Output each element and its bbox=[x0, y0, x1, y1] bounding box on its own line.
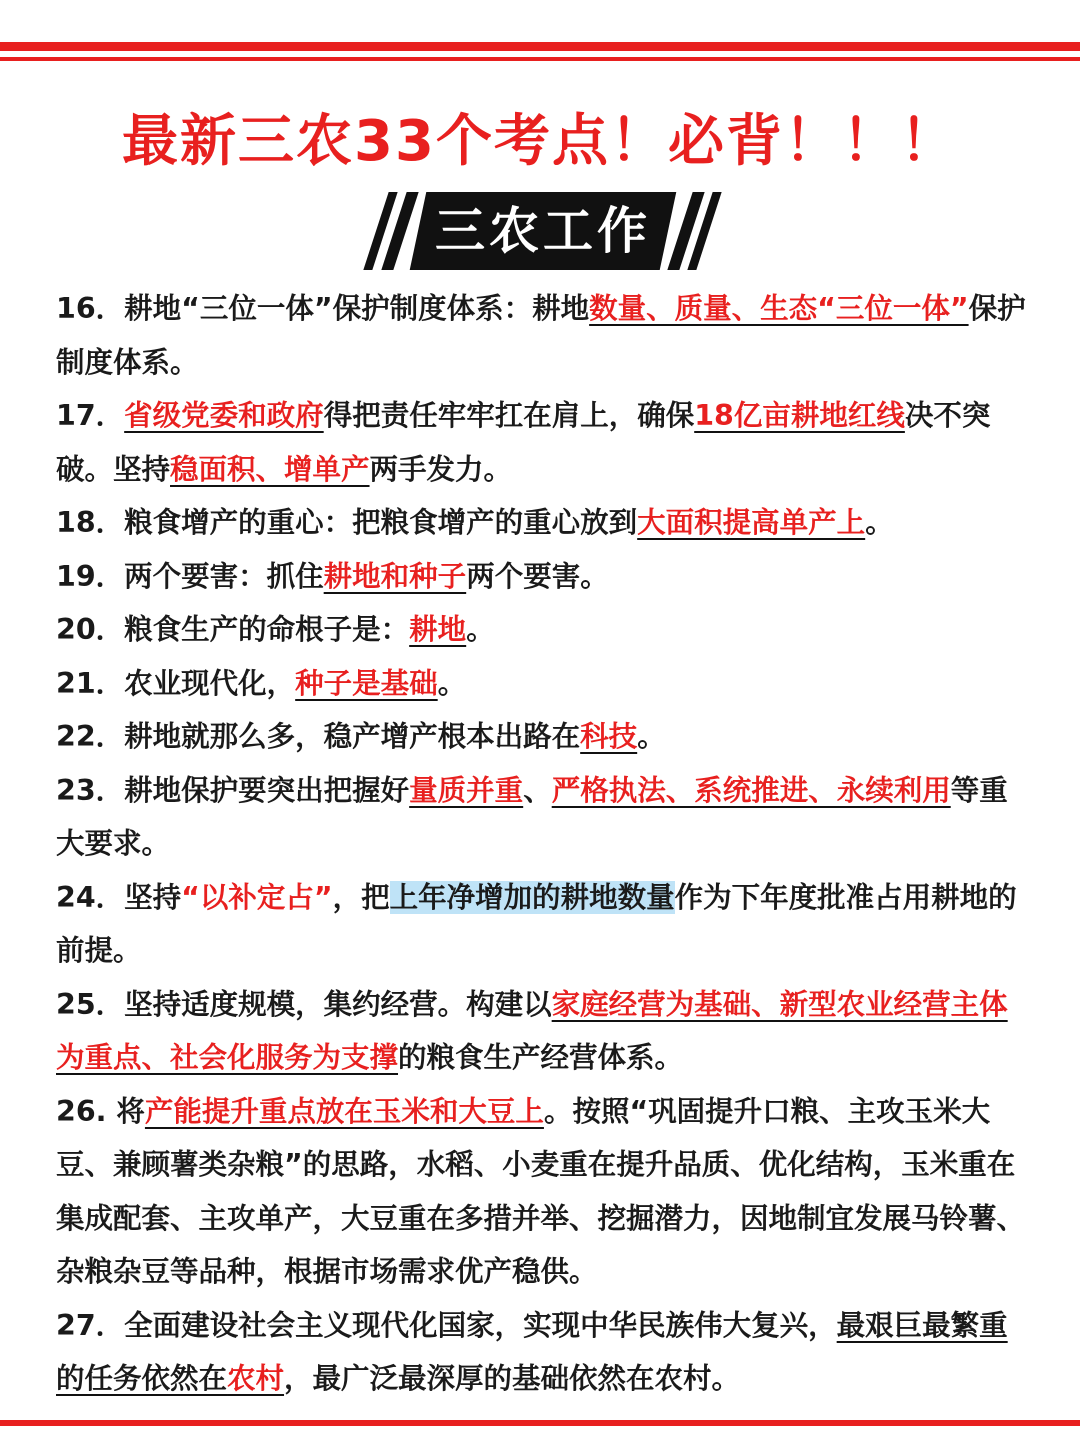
section-banner bbox=[370, 192, 715, 270]
point-text-segment: 科技 bbox=[580, 720, 638, 753]
bottom-border bbox=[0, 1420, 1080, 1426]
point-item bbox=[56, 550, 1026, 604]
point-text-segment: 大面积提高单产上 bbox=[637, 506, 866, 539]
point-text-segment: ，把 bbox=[332, 880, 390, 914]
point-text-segment: 25．坚持适度规模，集约经营。构建以 bbox=[56, 987, 552, 1021]
point-text-segment: 产能提升重点放在玉米和大豆上 bbox=[144, 1094, 544, 1128]
point-text-segment: 严格执法、系统推进、永续利用 bbox=[551, 773, 951, 807]
point-text-segment: 耕地 bbox=[409, 613, 467, 646]
point-text-segment: 作为下年度批准占用耕地的前提。 bbox=[56, 880, 1017, 967]
point-text-segment: 种子是基础 bbox=[295, 666, 438, 700]
point-text-segment: 最艰巨最繁重的任务依然在 bbox=[56, 1308, 1008, 1395]
point-text-segment: 18．粮食增产的重心：把粮食增产的重心放到 bbox=[56, 506, 638, 539]
point-text-segment: 22．耕地就那么多，稳产增产根本出路在 bbox=[56, 720, 581, 753]
point-text-segment: 。 bbox=[466, 613, 495, 646]
point-text-segment: 21．农业现代化， bbox=[56, 666, 296, 700]
point-item bbox=[56, 871, 1026, 978]
point-text-segment: 。 bbox=[437, 666, 467, 700]
point-text-segment: “以补定占” bbox=[181, 880, 333, 914]
point-text-segment: 。 bbox=[637, 720, 666, 753]
point-text-segment: 16．耕地“三位一体”保护制度体系：耕地 bbox=[56, 292, 590, 325]
point-item bbox=[56, 389, 1026, 496]
point-text-segment: 两个要害。 bbox=[466, 559, 609, 593]
point-item bbox=[56, 1085, 1026, 1299]
point-item bbox=[56, 282, 1026, 389]
point-text-segment: 26. 将 bbox=[56, 1094, 145, 1128]
point-text-segment: 上年净增加的耕地数量 bbox=[389, 880, 675, 914]
point-text-segment: 数量、质量、生态“三位一体” bbox=[589, 292, 969, 325]
point-text-segment: 27．全面建设社会主义现代化国家，实现中华民族伟大复兴， bbox=[56, 1308, 837, 1342]
point-text-segment: 19．两个要害：抓住 bbox=[56, 559, 324, 593]
point-text-segment: 决不突破。坚持 bbox=[56, 399, 991, 486]
point-text-segment: 等重大要求。 bbox=[56, 773, 1008, 860]
point-text-segment: 保护制度体系。 bbox=[56, 292, 1026, 379]
point-text-segment: 两手发力。 bbox=[369, 452, 513, 486]
top-border-thin bbox=[0, 57, 1080, 61]
page-title: 最新三农33个考点！必背！！！ bbox=[122, 109, 958, 174]
point-text-segment: 量质并重 bbox=[409, 773, 524, 807]
point-text-segment: 17． bbox=[56, 399, 125, 432]
point-item bbox=[56, 1299, 1026, 1406]
point-item bbox=[56, 710, 1026, 764]
point-item bbox=[56, 978, 1026, 1085]
point-list bbox=[56, 282, 1026, 1406]
point-text-segment: 18亿亩耕地红线 bbox=[694, 399, 905, 432]
point-text-segment: 农村 bbox=[227, 1362, 285, 1395]
point-text-segment: 耕地和种子 bbox=[323, 559, 467, 593]
point-text-segment: 得把责任牢牢扛在肩上，确保 bbox=[323, 399, 695, 432]
point-text-segment: 家庭经营为基础、新型农业经营主体为重点、社会化服务为支撑 bbox=[56, 987, 1008, 1074]
point-item bbox=[56, 764, 1026, 871]
point-item bbox=[56, 603, 1026, 657]
point-text-segment: 的粮食生产经营体系。 bbox=[398, 1041, 684, 1074]
point-text-segment: 。按照“巩固提升口粮、主攻玉米大豆、兼顾薯类杂粮”的思路，水稻、小麦重在提升品质、优化结构，玉米重在集成配套、主攻单产，大豆重在多措并举、挖掘潜力，因地制宜发展马铃薯、杂粮杂豆等品种，根据市场需求优产稳供。 bbox=[56, 1094, 1026, 1288]
banner-label: 三农工作 bbox=[435, 202, 651, 260]
point-text-segment: 、 bbox=[523, 773, 552, 807]
point-item bbox=[56, 496, 1026, 550]
point-text-segment: 稳面积、增单产 bbox=[170, 452, 370, 486]
point-text-segment: 23．耕地保护要突出把握好 bbox=[56, 773, 410, 807]
top-border-thick bbox=[0, 42, 1080, 51]
point-text-segment: 省级党委和政府 bbox=[124, 399, 324, 432]
point-text-segment: ，最广泛最深厚的基础依然在农村。 bbox=[284, 1362, 741, 1395]
point-item bbox=[56, 657, 1026, 711]
point-text-segment: 20．粮食生产的命根子是： bbox=[56, 613, 410, 646]
point-text-segment: 。 bbox=[865, 506, 894, 539]
point-text-segment: 24．坚持 bbox=[56, 880, 182, 914]
